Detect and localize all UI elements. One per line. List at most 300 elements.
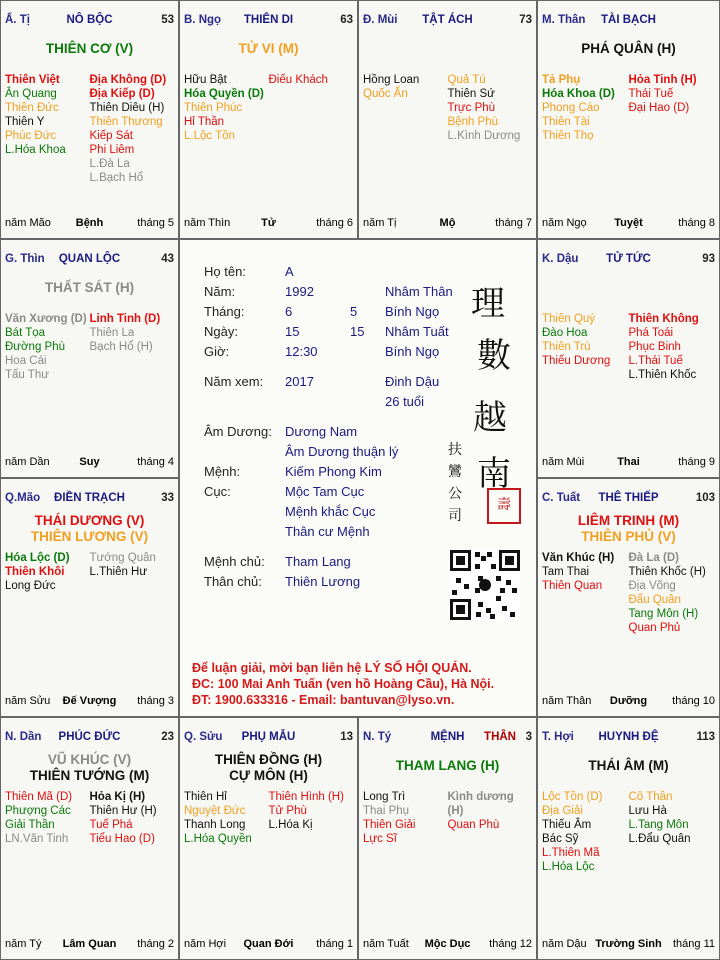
star-item: Thiên Thương bbox=[89, 116, 163, 128]
year-text: năm Hợi bbox=[184, 938, 227, 950]
star-column-left bbox=[184, 790, 269, 846]
main-star: THIÊN ĐỒNG (H) bbox=[214, 752, 323, 767]
palace-footer bbox=[542, 695, 715, 709]
star-item: Đường Phù bbox=[5, 341, 65, 353]
star-item: Tướng Quân bbox=[89, 552, 156, 564]
palace-dan[interactable] bbox=[0, 717, 179, 960]
star-item: Thiên Giải bbox=[363, 819, 416, 831]
palace-branch: B. Ngọ bbox=[184, 14, 222, 26]
star-item: L.Đẩu Quân bbox=[628, 833, 691, 845]
star-item: Thiên Thọ bbox=[542, 130, 594, 142]
star-item: Thiên Hỉ bbox=[184, 791, 227, 803]
minor-stars bbox=[184, 73, 353, 143]
month-solar: 5 bbox=[350, 304, 358, 319]
star-column-right bbox=[90, 790, 175, 846]
star-column-left bbox=[184, 73, 269, 143]
star-item: Bác Sỹ bbox=[542, 833, 579, 845]
minor-stars bbox=[5, 73, 174, 185]
main-star: THÁI ÂM (M) bbox=[588, 758, 669, 773]
star-item: L.Hóa Quyền bbox=[184, 833, 252, 845]
star-item: Tử Phù bbox=[268, 805, 307, 817]
star-column-left bbox=[363, 73, 448, 143]
than-marker: THÂN bbox=[484, 731, 516, 743]
month-text: tháng 1 bbox=[316, 938, 353, 950]
star-item: Long Trì bbox=[363, 791, 406, 803]
star-item: Phá Toái bbox=[628, 327, 674, 339]
main-star: THIÊN PHỦ (V) bbox=[581, 529, 676, 544]
main-stars bbox=[1, 41, 178, 57]
contact-line-3: ĐT: 1900.633316 - Email: bantuvan@lyso.vn. bbox=[192, 693, 455, 707]
palace-footer bbox=[363, 217, 532, 231]
palace-header bbox=[542, 492, 715, 510]
palace-name: PHỤ MẪU bbox=[241, 731, 296, 743]
life-stage: Dưỡng bbox=[609, 695, 648, 707]
star-column-left bbox=[5, 551, 90, 593]
palace-number: 63 bbox=[340, 14, 353, 26]
small-char-2: 鸞 bbox=[448, 464, 462, 480]
star-item: Thiên Khôi bbox=[5, 566, 65, 578]
menh-label: Mệnh: bbox=[204, 464, 241, 479]
star-item: Phúc Đức bbox=[5, 130, 57, 142]
year-text: năm Mão bbox=[5, 217, 51, 229]
year-text: năm Tuất bbox=[363, 938, 409, 950]
life-stage: Tuyệt bbox=[614, 217, 643, 229]
star-item: L.Thái Tuế bbox=[628, 355, 683, 367]
star-item: Bạch Hổ (H) bbox=[89, 341, 153, 353]
star-column-right bbox=[269, 73, 354, 143]
star-item: Phi Liêm bbox=[89, 144, 135, 156]
star-item: Văn Khúc (H) bbox=[542, 552, 615, 564]
star-item: Quan Phù bbox=[447, 819, 500, 831]
life-stage: Lâm Quan bbox=[62, 938, 117, 950]
star-item: Tuế Phá bbox=[89, 819, 133, 831]
palace-branch: Ấ. Tị bbox=[5, 14, 30, 26]
star-item: Quốc Ấn bbox=[363, 88, 408, 100]
red-seal-icon: 壽 bbox=[487, 488, 521, 524]
palace-header bbox=[5, 14, 174, 32]
main-star: THẤT SÁT (H) bbox=[44, 280, 135, 295]
palace-mao[interactable] bbox=[0, 478, 179, 717]
star-column-left bbox=[5, 312, 90, 382]
menhchu-value: Tham Lang bbox=[285, 554, 351, 569]
month-text: tháng 6 bbox=[316, 217, 353, 229]
qr-code-icon[interactable] bbox=[450, 550, 520, 620]
star-item: Thiên Khốc (H) bbox=[628, 566, 706, 578]
month-text: tháng 8 bbox=[678, 217, 715, 229]
star-item: Ân Quang bbox=[5, 88, 57, 100]
star-item: Văn Xương (D) bbox=[5, 313, 87, 325]
star-item: Hoa Cái bbox=[5, 355, 47, 367]
main-star: THIÊN TƯỚNG (M) bbox=[29, 768, 150, 783]
star-item: Thái Tuế bbox=[628, 88, 674, 100]
star-item: Quan Phủ bbox=[628, 622, 681, 634]
hour-value: 12:30 bbox=[285, 344, 318, 359]
star-item: Đại Hao (D) bbox=[628, 102, 690, 114]
star-item: Thiếu Âm bbox=[542, 819, 592, 831]
star-item: Tấu Thư bbox=[5, 369, 49, 381]
life-stage: Trường Sinh bbox=[595, 938, 662, 950]
star-item: Nguyệt Đức bbox=[184, 805, 246, 817]
star-item: Cô Thần bbox=[628, 791, 673, 803]
star-item: L.Tang Môn bbox=[628, 819, 689, 831]
star-column-right bbox=[448, 790, 533, 846]
palace-tuat[interactable] bbox=[537, 478, 720, 717]
main-star: TỬ VI (M) bbox=[238, 41, 299, 56]
star-column-right bbox=[629, 312, 716, 382]
star-column-right bbox=[269, 790, 354, 846]
star-item: Tang Môn (H) bbox=[628, 608, 699, 620]
life-stage: Đế Vượng bbox=[62, 695, 117, 707]
star-column-left bbox=[542, 551, 629, 635]
star-item: L.Hóa Kị bbox=[268, 819, 313, 831]
star-item: L.Đà La bbox=[89, 158, 130, 170]
palace-branch: Q.Mão bbox=[5, 492, 41, 504]
palace-number: 53 bbox=[161, 14, 174, 26]
calligraphy-char-3: 越 bbox=[473, 398, 507, 438]
palace-mui[interactable] bbox=[358, 0, 537, 239]
star-item: Thiên Hình (H) bbox=[268, 791, 344, 803]
star-item: Thiên Việt bbox=[5, 74, 60, 86]
contact-line-2: ĐC: 100 Mai Anh Tuấn (ven hồ Hoàng Cầu), Hà Nội. bbox=[192, 677, 495, 691]
palace-header bbox=[184, 731, 353, 749]
star-item: Thiên Trù bbox=[542, 341, 591, 353]
star-item: L.Thiên Khốc bbox=[628, 369, 697, 381]
year-text: năm Tý bbox=[5, 938, 42, 950]
palace-name: NÔ BỘC bbox=[66, 14, 113, 26]
star-item: LN.Văn Tinh bbox=[5, 833, 69, 845]
minor-stars bbox=[542, 312, 715, 382]
palace-footer bbox=[184, 938, 353, 952]
star-item: Thiếu Dương bbox=[542, 355, 611, 367]
star-item: L.Hóa Khoa bbox=[5, 144, 66, 156]
star-item: Kiếp Sát bbox=[89, 130, 133, 142]
palace-name: HUYNH ĐỆ bbox=[598, 731, 659, 743]
palace-branch: T. Hợi bbox=[542, 731, 574, 743]
life-stage: Suy bbox=[79, 456, 100, 468]
day-can: Nhâm Tuất bbox=[385, 324, 449, 339]
star-column-right bbox=[448, 73, 533, 143]
star-column-left bbox=[5, 73, 90, 185]
life-stage: Bệnh bbox=[75, 217, 104, 229]
palace-header bbox=[542, 14, 715, 32]
palace-header bbox=[363, 14, 532, 32]
star-item: L.Hóa Lộc bbox=[542, 861, 595, 873]
menh-value: Kiếm Phong Kim bbox=[285, 464, 382, 479]
life-stage: Quan Đới bbox=[243, 938, 294, 950]
center-info-panel bbox=[179, 239, 537, 717]
star-item: Linh Tinh (D) bbox=[89, 313, 161, 325]
palace-number: 23 bbox=[161, 731, 174, 743]
palace-header bbox=[542, 731, 715, 749]
minor-stars bbox=[542, 73, 715, 143]
month-text: tháng 2 bbox=[137, 938, 174, 950]
cuc-value-2: Mệnh khắc Cục bbox=[285, 504, 376, 519]
life-stage: Mộc Dục bbox=[424, 938, 471, 950]
star-item: Đào Hoa bbox=[542, 327, 588, 339]
month-text: tháng 3 bbox=[137, 695, 174, 707]
palace-header bbox=[5, 731, 174, 749]
star-column-right bbox=[629, 551, 716, 635]
main-stars bbox=[538, 41, 719, 57]
palace-dau[interactable] bbox=[537, 239, 720, 478]
star-column-left bbox=[542, 790, 629, 874]
thanchu-value: Thiên Lương bbox=[285, 574, 361, 589]
palace-branch: C. Tuất bbox=[542, 492, 581, 504]
cuc-value-3: Thân cư Mệnh bbox=[285, 524, 370, 539]
hour-label: Giờ: bbox=[204, 344, 230, 359]
star-item: Lực Sĩ bbox=[363, 833, 397, 845]
star-item: Hóa Khoa (D) bbox=[542, 88, 615, 100]
star-item: Hỏa Kị (H) bbox=[89, 791, 146, 803]
minor-stars bbox=[542, 790, 715, 874]
star-item: Thiên Tài bbox=[542, 116, 590, 128]
year-text: năm Dần bbox=[5, 456, 50, 468]
star-item: Địa Giải bbox=[542, 805, 583, 817]
palace-footer bbox=[363, 938, 532, 952]
day-lunar: 15 bbox=[285, 324, 300, 339]
palace-footer bbox=[5, 217, 174, 231]
amduong-label: Âm Dương: bbox=[204, 424, 272, 439]
year-text: năm Thân bbox=[542, 695, 592, 707]
minor-stars bbox=[5, 790, 174, 846]
star-column-right bbox=[629, 790, 716, 874]
palace-number: 3 bbox=[525, 731, 532, 743]
palace-footer bbox=[542, 456, 715, 470]
main-stars bbox=[359, 758, 536, 774]
year-can: Nhâm Thân bbox=[385, 284, 453, 299]
view-year-label: Năm xem: bbox=[204, 374, 264, 389]
year-text: năm Ngọ bbox=[542, 217, 587, 229]
palace-branch: N. Tý bbox=[363, 731, 392, 743]
palace-footer bbox=[542, 938, 715, 952]
star-item: Hữu Bật bbox=[184, 74, 227, 86]
calligraphy-char-1: 理 bbox=[471, 284, 505, 324]
palace-number: 43 bbox=[161, 253, 174, 265]
main-stars bbox=[538, 513, 719, 545]
view-year-value: 2017 bbox=[285, 374, 314, 389]
life-stage: Thai bbox=[617, 456, 640, 468]
star-item: Đà La (D) bbox=[628, 552, 679, 564]
star-item: Phục Binh bbox=[628, 341, 681, 353]
amduong-value-2: Âm Dương thuận lý bbox=[285, 444, 399, 459]
star-item: Thiên Mã (D) bbox=[5, 791, 73, 803]
minor-stars bbox=[5, 312, 174, 382]
main-star: THÁI DƯƠNG (V) bbox=[34, 513, 145, 528]
hour-can: Bính Ngọ bbox=[385, 344, 440, 359]
palace-header bbox=[5, 492, 174, 510]
palace-header bbox=[363, 731, 532, 749]
month-lunar: 6 bbox=[285, 304, 293, 319]
star-item: Bệnh Phù bbox=[447, 116, 499, 128]
name-value: A bbox=[285, 264, 294, 279]
star-column-right bbox=[629, 73, 716, 143]
palace-ty[interactable] bbox=[0, 0, 179, 239]
calligraphy-char-2: 數 bbox=[477, 336, 511, 376]
day-solar: 15 bbox=[350, 324, 365, 339]
main-star: THIÊN LƯƠNG (V) bbox=[30, 529, 149, 544]
cuc-label: Cục: bbox=[204, 484, 231, 499]
star-column-left bbox=[542, 312, 629, 382]
small-char-4: 司 bbox=[448, 508, 462, 524]
main-star: THIÊN CƠ (V) bbox=[45, 41, 134, 56]
year-text: năm Mùi bbox=[542, 456, 585, 468]
main-star: PHÁ QUÂN (H) bbox=[581, 41, 676, 56]
palace-header bbox=[542, 253, 715, 271]
palace-name: THÊ THIẾP bbox=[598, 492, 659, 504]
palace-number: 73 bbox=[519, 14, 532, 26]
palace-ty2[interactable] bbox=[358, 717, 537, 960]
day-label: Ngày: bbox=[204, 324, 238, 339]
palace-name: TỬ TỨC bbox=[606, 253, 651, 265]
menhchu-label: Mệnh chủ: bbox=[204, 554, 265, 569]
palace-branch: M. Thân bbox=[542, 14, 586, 26]
small-char-1: 扶 bbox=[448, 442, 462, 458]
star-item: Địa Kiếp (D) bbox=[89, 88, 155, 100]
minor-stars bbox=[5, 551, 174, 593]
star-column-left bbox=[542, 73, 629, 143]
year-text: năm Thìn bbox=[184, 217, 231, 229]
calligraphy-char-4: 南 bbox=[477, 454, 511, 494]
star-item: Lộc Tồn (D) bbox=[542, 791, 603, 803]
star-column-right bbox=[90, 312, 175, 382]
palace-name: THIÊN DI bbox=[243, 14, 294, 26]
main-star: CỰ MÔN (H) bbox=[229, 768, 308, 783]
star-item: Thiên Y bbox=[5, 116, 45, 128]
star-item: Đẩu Quân bbox=[628, 594, 681, 606]
year-text: năm Sửu bbox=[5, 695, 51, 707]
palace-header bbox=[5, 253, 174, 271]
view-year-can: Đinh Dậu bbox=[385, 374, 440, 389]
palace-thin[interactable] bbox=[0, 239, 179, 478]
star-item: Giải Thần bbox=[5, 819, 55, 831]
star-item: L.Bạch Hổ bbox=[89, 172, 144, 184]
star-item: Kình dương (H) bbox=[447, 791, 514, 817]
star-item: Quả Tú bbox=[447, 74, 486, 86]
minor-stars bbox=[363, 790, 532, 846]
star-item: Thanh Long bbox=[184, 819, 246, 831]
age-value: 26 tuổi bbox=[385, 394, 425, 409]
star-item: Địa Võng bbox=[628, 580, 676, 592]
amduong-value: Dương Nam bbox=[285, 424, 358, 439]
star-item: L.Kình Dương bbox=[447, 130, 521, 142]
year-text: năm Dậu bbox=[542, 938, 587, 950]
star-item: Thiên Diêu (H) bbox=[89, 102, 165, 114]
star-item: Tam Thai bbox=[542, 566, 590, 578]
star-item: Thiên La bbox=[89, 327, 135, 339]
month-label: Tháng: bbox=[204, 304, 245, 319]
palace-than[interactable] bbox=[537, 0, 720, 239]
star-item: Trực Phù bbox=[447, 102, 496, 114]
star-item: Thai Phụ bbox=[363, 805, 410, 817]
contact-line-1: Để luận giải, mời bạn liên hệ LÝ SỐ HỘI QUÁN. bbox=[192, 661, 472, 675]
palace-name: TẬT ÁCH bbox=[422, 14, 473, 26]
star-item: Địa Không (D) bbox=[89, 74, 167, 86]
month-text: tháng 10 bbox=[672, 695, 715, 707]
minor-stars bbox=[363, 73, 532, 143]
palace-name: QUAN LỘC bbox=[58, 253, 121, 265]
palace-branch: N. Dần bbox=[5, 731, 42, 743]
palace-number: 103 bbox=[695, 492, 715, 504]
main-stars bbox=[1, 513, 178, 545]
star-item: Hỏa Tinh (H) bbox=[628, 74, 697, 86]
star-item: Thiên Hư (H) bbox=[89, 805, 157, 817]
life-stage: Tử bbox=[261, 217, 276, 229]
star-column-left bbox=[5, 790, 90, 846]
star-item: L.Lộc Tồn bbox=[184, 130, 235, 142]
palace-number: 113 bbox=[696, 731, 715, 743]
star-item: Điếu Khách bbox=[268, 74, 328, 86]
thanchu-label: Thân chủ: bbox=[204, 574, 262, 589]
star-item: Thiên Không bbox=[628, 313, 699, 325]
month-text: tháng 7 bbox=[495, 217, 532, 229]
star-item: Hóa Quyền (D) bbox=[184, 88, 264, 100]
main-star: THAM LANG (H) bbox=[395, 758, 500, 773]
month-text: tháng 4 bbox=[137, 456, 174, 468]
star-item: L.Thiên Hư bbox=[89, 566, 148, 578]
month-text: tháng 9 bbox=[678, 456, 715, 468]
star-item: Lưu Hà bbox=[628, 805, 667, 817]
palace-name: PHÚC ĐỨC bbox=[58, 731, 121, 743]
palace-name: MỆNH bbox=[430, 731, 465, 743]
life-stage: Mộ bbox=[439, 217, 456, 229]
palace-footer bbox=[5, 938, 174, 952]
palace-suu[interactable] bbox=[179, 717, 358, 960]
palace-number: 13 bbox=[340, 731, 353, 743]
main-stars bbox=[180, 752, 357, 784]
star-item: Thiên Quan bbox=[542, 580, 603, 592]
main-stars bbox=[180, 41, 357, 57]
palace-number: 93 bbox=[702, 253, 715, 265]
star-item: Hỉ Thần bbox=[184, 116, 225, 128]
star-item: Thiên Quý bbox=[542, 313, 596, 325]
main-stars bbox=[1, 280, 178, 296]
month-text: tháng 12 bbox=[489, 938, 532, 950]
palace-branch: Q. Sửu bbox=[184, 731, 223, 743]
palace-hoi[interactable] bbox=[537, 717, 720, 960]
star-item: Phượng Các bbox=[5, 805, 71, 817]
palace-branch: Đ. Mùi bbox=[363, 14, 398, 26]
star-item: Phong Cáo bbox=[542, 102, 600, 114]
star-item: L.Thiên Mã bbox=[542, 847, 600, 859]
palace-branch: G. Thìn bbox=[5, 253, 45, 265]
year-label: Năm: bbox=[204, 284, 236, 299]
minor-stars bbox=[542, 551, 715, 635]
star-item: Long Đức bbox=[5, 580, 56, 592]
palace-footer bbox=[5, 456, 174, 470]
minor-stars bbox=[184, 790, 353, 846]
star-item: Tả Phụ bbox=[542, 74, 581, 86]
small-char-3: 公 bbox=[448, 486, 462, 502]
palace-name: TÀI BẠCH bbox=[601, 14, 656, 26]
main-stars bbox=[1, 752, 178, 784]
name-label: Họ tên: bbox=[204, 264, 246, 279]
star-item: Bát Tọa bbox=[5, 327, 46, 339]
palace-number: 33 bbox=[161, 492, 174, 504]
palace-footer bbox=[542, 217, 715, 231]
main-star: LIÊM TRINH (M) bbox=[577, 513, 680, 528]
star-item: Tiểu Hao (D) bbox=[89, 833, 155, 845]
palace-footer bbox=[5, 695, 174, 709]
star-column-right bbox=[90, 73, 175, 185]
palace-footer bbox=[184, 217, 353, 231]
star-column-left bbox=[363, 790, 448, 846]
star-column-right bbox=[90, 551, 175, 593]
star-item: Hồng Loan bbox=[363, 74, 420, 86]
palace-branch: K. Dậu bbox=[542, 253, 579, 265]
star-item: Thiên Phúc bbox=[184, 102, 243, 114]
palace-ngo[interactable] bbox=[179, 0, 358, 239]
palace-header bbox=[184, 14, 353, 32]
